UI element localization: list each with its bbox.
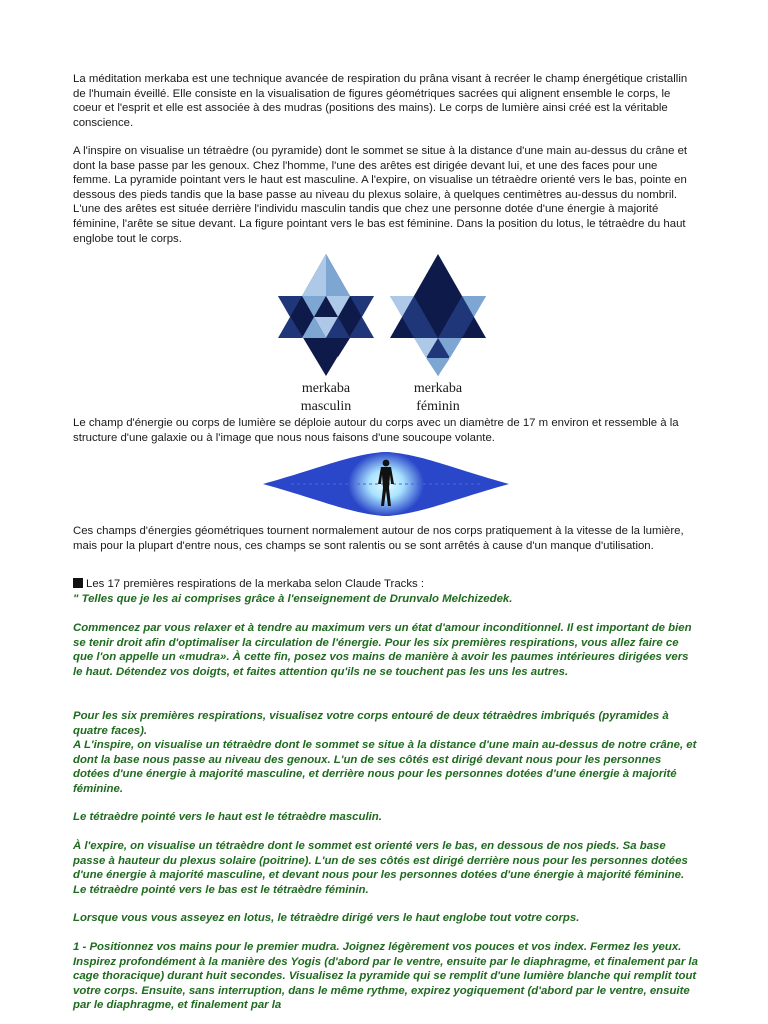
square-bullet-icon — [73, 578, 83, 588]
merkaba-feminin-figure — [388, 252, 488, 376]
six-breaths-paragraph: Pour les six premières respirations, visualisez votre corps entouré de deux tétraèdres imbriqués (pyramides à quatre faces). — [73, 710, 669, 737]
merkaba-masculin-figure — [276, 252, 376, 376]
light-body-saucer-image — [261, 448, 511, 520]
intro-paragraph: La méditation merkaba est une technique avancée de respiration du prâna visant à recréer le champ énergétique cristallin de l'humain éveillé. Elle consiste en la visualisation de figures géométriques sacrées qui alignent ensemble le corps, le coeur et l'esprit et elle est associée à des mudras (positions des mains). Le corps de lumière ainsi créé est la véritable conscience. — [73, 73, 688, 129]
energy-fields-paragraph: Ces champs d'énergies géométriques tournent normalement autour de nos corps pratiquement à la vitesse de la lumière, mais pour la plupart d'entre nous, ces champs se sont ralentis ou se sont arrêtés à cause d'un manque d'utilisation. — [73, 525, 684, 552]
energy-field-paragraph: Le champ d'énergie ou corps de lumière se déploie autour du corps avec un diamètre de 17 m environ et ressemble à la structure d'une galaxie ou à l'image que nous nous faisons d'une soucoupe volante. — [73, 417, 679, 444]
inhale-paragraph: A L'inspire, on visualise un tétraèdre dont le sommet se situe à la distance d'une main au-dessus de notre crâne, et dont la base nous passe au niveau des genoux. L'un de ses côtés est dirigé devant nous pour les personnes dotées d'une énergie à majorité masculine, et derrière nous pour les personnes dotées d'une énergie à majorité féminine. — [73, 739, 697, 795]
tetrahedron-paragraph: A l'inspire on visualise un tétraèdre (ou pyramide) dont le sommet se situe à la distance d'une main au-dessus du crâne et dont la base passe par les genoux. Chez l'homme, l'une des arêtes est dirigée devant lui, et une des faces pour une femme. La pyramide pointant vers le haut est masculine. A l'expire, on visualise un tétraèdre orienté vers le bas, pointe en dessous des pieds tandis que la base passe au niveau du plexus solaire, à quelques centimètres au-dessus du nombril. L'une des arêtes est située derrière l'individu masculin tandis que chez une personne dotée d'une énergie à majorité féminine, l'arête se situe devant. La figure pointant vers le bas est féminine. Dans la position du lotus, le tétraèdre du haut englobe tout le corps. — [73, 145, 688, 245]
merkaba-masculin-caption: merkaba masculin — [300, 381, 352, 414]
section-heading: Les 17 premières respirations de la merkaba selon Claude Tracks : — [73, 577, 698, 592]
quote-line: " Telles que je les ai comprises grâce à l'enseignement de Drunvalo Melchizedek. — [73, 593, 513, 605]
relax-paragraph: Commencez par vous relaxer et à tendre au maximum vers un état d'amour inconditionnel. Il est important de bien se tenir droit afin d'optimaliser la circulation de l'énergie. Pour les six premières respirations, vous allez faire ce que l'on appelle un «mudra». À cette fin, posez vos mains de manière à avoir les paumes intérieures dirigées vers le haut. Détendez vos doigts, et faites attention qu'ils ne se touchent pas les uns les autres. — [73, 622, 692, 678]
merkaba-figures — [73, 252, 698, 412]
exhale-paragraph: À l'expire, on visualise un tétraèdre dont le sommet est orienté vers le bas, en dessous de nos pieds. Sa base passe à hauteur du plexus solaire (poitrine). L'un de ses côtés est dirigé derrière nous pour les personnes dotées d'une énergie à majorité masculine, et devant nous pour les personnes dotées d'une énergie à majorité féminine. Le tétraèdre pointé vers le bas est le tétraèdre féminin. — [73, 840, 688, 896]
merkaba-feminin-caption: merkaba féminin — [413, 381, 463, 414]
first-mudra-paragraph: 1 - Positionnez vos mains pour le premier mudra. Joignez légèrement vos pouces et vos index. Fermez les yeux. Inspirez profondément à la manière des Yogis (d'abord par le ventre, ensuite par le diaphragme, et finalement par la cage thoracique) durant huit secondes. Visualisez la pyramide qui se remplit d'une lumière blanche qui remplit tout votre corps. Ensuite, sans interruption, dans le même rythme, expirez yogiquement (d'abord par le ventre, ensuite par le diaphragme, et finalement par la — [73, 941, 698, 1012]
masculine-tetrahedron-line: Le tétraèdre pointé vers le haut est le tétraèdre masculin. — [73, 811, 382, 823]
lotus-line: Lorsque vous vous asseyez en lotus, le tétraèdre dirigé vers le haut englobe tout votre corps. — [73, 912, 580, 924]
